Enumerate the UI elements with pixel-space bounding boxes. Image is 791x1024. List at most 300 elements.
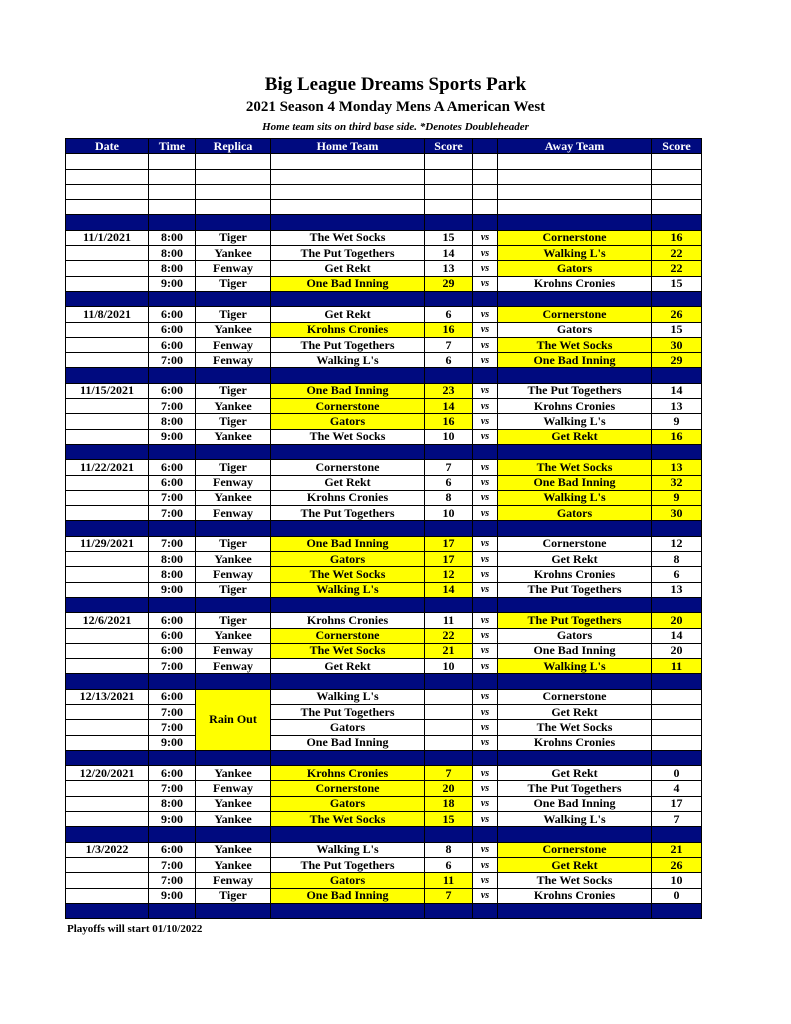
game-time: 6:00 — [149, 766, 196, 781]
game-date — [66, 796, 149, 811]
home-team: Krohns Cronies — [271, 490, 425, 505]
blank-cell — [66, 200, 149, 215]
home-score: 23 — [425, 383, 473, 398]
blank-cell — [425, 215, 473, 230]
blank-cell — [473, 674, 498, 689]
game-replica: Yankee — [196, 399, 271, 414]
blank-cell — [271, 521, 425, 536]
game-replica: Tiger — [196, 460, 271, 475]
game-time: 9:00 — [149, 812, 196, 827]
game-replica: Fenway — [196, 261, 271, 276]
game-time: 6:00 — [149, 689, 196, 704]
blank-cell — [425, 444, 473, 459]
blank-row — [66, 200, 702, 215]
vs-label: vs — [473, 307, 498, 322]
game-replica: Tiger — [196, 582, 271, 597]
away-team: Cornerstone — [498, 689, 652, 704]
blank-cell — [652, 521, 702, 536]
game-time: 8:00 — [149, 552, 196, 567]
game-time: 9:00 — [149, 582, 196, 597]
game-time: 7:00 — [149, 857, 196, 872]
blank-cell — [66, 521, 149, 536]
col-header-home-team: Home Team — [271, 139, 425, 154]
home-team: Walking L's — [271, 842, 425, 857]
blank-cell — [196, 200, 271, 215]
blank-cell — [66, 154, 149, 169]
blank-cell — [473, 184, 498, 199]
home-score: 29 — [425, 276, 473, 291]
home-team: Gators — [271, 552, 425, 567]
blank-cell — [498, 444, 652, 459]
away-team: Cornerstone — [498, 307, 652, 322]
game-replica: Fenway — [196, 643, 271, 658]
game-time: 9:00 — [149, 276, 196, 291]
blank-cell — [66, 674, 149, 689]
blank-row — [66, 154, 702, 169]
away-score — [652, 689, 702, 704]
game-date — [66, 246, 149, 261]
blank-cell — [66, 903, 149, 918]
game-date — [66, 628, 149, 643]
table-row — [66, 720, 702, 735]
blank-cell — [498, 291, 652, 306]
blank-cell — [473, 368, 498, 383]
home-team: Walking L's — [271, 582, 425, 597]
away-team: The Wet Socks — [498, 720, 652, 735]
away-score: 11 — [652, 659, 702, 674]
blank-cell — [66, 444, 149, 459]
vs-label: vs — [473, 842, 498, 857]
blank-cell — [473, 215, 498, 230]
blank-cell — [498, 597, 652, 612]
blank-cell — [271, 903, 425, 918]
game-replica: Fenway — [196, 873, 271, 888]
game-date — [66, 643, 149, 658]
blank-cell — [149, 154, 196, 169]
home-team: The Put Togethers — [271, 246, 425, 261]
table-row — [66, 735, 702, 750]
blank-cell — [196, 827, 271, 842]
footer-note: Playoffs will start 01/10/2022 — [67, 923, 203, 935]
table-row — [66, 399, 702, 414]
blank-cell — [473, 903, 498, 918]
home-team: The Wet Socks — [271, 429, 425, 444]
separator-row — [66, 521, 702, 536]
game-replica: Fenway — [196, 337, 271, 352]
home-score: 6 — [425, 353, 473, 368]
table-row — [66, 230, 702, 245]
game-date — [66, 704, 149, 719]
vs-label: vs — [473, 659, 498, 674]
away-team: Gators — [498, 261, 652, 276]
away-team: The Wet Socks — [498, 337, 652, 352]
separator-row — [66, 903, 702, 918]
away-score: 29 — [652, 353, 702, 368]
blank-cell — [196, 368, 271, 383]
blank-cell — [425, 597, 473, 612]
blank-cell — [425, 827, 473, 842]
away-score: 0 — [652, 766, 702, 781]
home-score: 21 — [425, 643, 473, 658]
vs-label: vs — [473, 246, 498, 261]
game-date — [66, 414, 149, 429]
vs-label: vs — [473, 552, 498, 567]
game-date — [66, 659, 149, 674]
away-score: 14 — [652, 383, 702, 398]
home-team: Cornerstone — [271, 460, 425, 475]
table-row — [66, 536, 702, 551]
home-score: 11 — [425, 873, 473, 888]
game-time: 7:00 — [149, 490, 196, 505]
blank-cell — [66, 184, 149, 199]
blank-cell — [271, 750, 425, 765]
vs-label: vs — [473, 490, 498, 505]
blank-cell — [652, 827, 702, 842]
blank-cell — [271, 444, 425, 459]
game-replica: Fenway — [196, 567, 271, 582]
away-score: 20 — [652, 643, 702, 658]
home-score: 15 — [425, 230, 473, 245]
home-team: The Put Togethers — [271, 704, 425, 719]
game-time: 7:00 — [149, 536, 196, 551]
blank-cell — [271, 368, 425, 383]
blank-cell — [196, 444, 271, 459]
away-team: Gators — [498, 506, 652, 521]
home-score: 14 — [425, 582, 473, 597]
col-header-away-score: Score — [652, 139, 702, 154]
separator-row — [66, 368, 702, 383]
table-row — [66, 414, 702, 429]
col-header-away-team: Away Team — [498, 139, 652, 154]
table-row — [66, 429, 702, 444]
separator-row — [66, 215, 702, 230]
away-score: 30 — [652, 337, 702, 352]
away-score: 22 — [652, 261, 702, 276]
table-row — [66, 307, 702, 322]
blank-cell — [66, 750, 149, 765]
game-replica: Yankee — [196, 766, 271, 781]
page-subtitle: 2021 Season 4 Monday Mens A American West — [245, 99, 546, 115]
home-score: 13 — [425, 261, 473, 276]
home-score: 12 — [425, 567, 473, 582]
blank-cell — [196, 903, 271, 918]
vs-label: vs — [473, 230, 498, 245]
away-team: Krohns Cronies — [498, 888, 652, 903]
table-row — [66, 812, 702, 827]
away-score: 10 — [652, 873, 702, 888]
home-team: The Wet Socks — [271, 230, 425, 245]
home-score — [425, 720, 473, 735]
blank-cell — [498, 154, 652, 169]
home-team: Cornerstone — [271, 781, 425, 796]
table-row — [66, 628, 702, 643]
home-team: The Wet Socks — [271, 567, 425, 582]
home-score — [425, 689, 473, 704]
vs-label: vs — [473, 735, 498, 750]
away-score: 14 — [652, 628, 702, 643]
col-header-replica: Replica — [196, 139, 271, 154]
home-score: 7 — [425, 766, 473, 781]
blank-cell — [498, 184, 652, 199]
away-score: 30 — [652, 506, 702, 521]
vs-label: vs — [473, 613, 498, 628]
blank-cell — [425, 368, 473, 383]
home-team: The Wet Socks — [271, 643, 425, 658]
home-team: Krohns Cronies — [271, 766, 425, 781]
away-team: The Put Togethers — [498, 383, 652, 398]
away-team: One Bad Inning — [498, 353, 652, 368]
game-date — [66, 506, 149, 521]
home-team: The Put Togethers — [271, 857, 425, 872]
home-team: Gators — [271, 720, 425, 735]
table-row — [66, 873, 702, 888]
away-score: 13 — [652, 460, 702, 475]
home-team: One Bad Inning — [271, 888, 425, 903]
blank-row — [66, 169, 702, 184]
away-score: 4 — [652, 781, 702, 796]
game-time: 6:00 — [149, 643, 196, 658]
blank-cell — [652, 169, 702, 184]
game-replica: Yankee — [196, 857, 271, 872]
blank-cell — [271, 597, 425, 612]
away-score: 7 — [652, 812, 702, 827]
blank-cell — [498, 521, 652, 536]
blank-cell — [652, 750, 702, 765]
blank-cell — [149, 215, 196, 230]
home-score: 14 — [425, 399, 473, 414]
blank-cell — [425, 291, 473, 306]
vs-label: vs — [473, 720, 498, 735]
table-row — [66, 857, 702, 872]
blank-cell — [149, 750, 196, 765]
away-team: Get Rekt — [498, 552, 652, 567]
blank-cell — [149, 368, 196, 383]
away-team: The Wet Socks — [498, 460, 652, 475]
vs-label: vs — [473, 781, 498, 796]
blank-cell — [149, 674, 196, 689]
blank-cell — [196, 154, 271, 169]
blank-cell — [652, 184, 702, 199]
home-score — [425, 704, 473, 719]
away-team: Walking L's — [498, 659, 652, 674]
blank-cell — [271, 184, 425, 199]
blank-cell — [498, 169, 652, 184]
schedule-body — [66, 154, 702, 919]
home-score: 6 — [425, 857, 473, 872]
table-row — [66, 276, 702, 291]
table-row — [66, 567, 702, 582]
blank-cell — [271, 200, 425, 215]
home-score: 10 — [425, 659, 473, 674]
game-replica: Yankee — [196, 842, 271, 857]
away-score: 20 — [652, 613, 702, 628]
home-team: Get Rekt — [271, 475, 425, 490]
away-score — [652, 720, 702, 735]
home-score: 10 — [425, 506, 473, 521]
table-row — [66, 613, 702, 628]
separator-row — [66, 444, 702, 459]
game-time: 7:00 — [149, 781, 196, 796]
page-note: Home team sits on third base side. *Denotes Doubleheader — [262, 121, 529, 133]
home-score: 11 — [425, 613, 473, 628]
home-score — [425, 735, 473, 750]
away-team: Krohns Cronies — [498, 735, 652, 750]
table-row — [66, 246, 702, 261]
game-date — [66, 888, 149, 903]
away-team: Walking L's — [498, 246, 652, 261]
home-score: 16 — [425, 322, 473, 337]
away-score: 16 — [652, 230, 702, 245]
game-replica: Tiger — [196, 888, 271, 903]
home-score: 17 — [425, 552, 473, 567]
game-time: 7:00 — [149, 353, 196, 368]
home-score: 17 — [425, 536, 473, 551]
away-team: Get Rekt — [498, 704, 652, 719]
away-team: Walking L's — [498, 812, 652, 827]
blank-cell — [652, 215, 702, 230]
blank-cell — [271, 291, 425, 306]
home-team: One Bad Inning — [271, 536, 425, 551]
blank-cell — [196, 215, 271, 230]
game-replica: Yankee — [196, 429, 271, 444]
game-time: 6:00 — [149, 613, 196, 628]
home-team: Krohns Cronies — [271, 613, 425, 628]
away-team: The Put Togethers — [498, 781, 652, 796]
blank-cell — [473, 291, 498, 306]
away-team: Walking L's — [498, 414, 652, 429]
game-date: 11/29/2021 — [66, 536, 149, 551]
blank-cell — [473, 444, 498, 459]
game-replica: Fenway — [196, 506, 271, 521]
blank-cell — [652, 200, 702, 215]
game-date: 12/20/2021 — [66, 766, 149, 781]
game-date: 1/3/2022 — [66, 842, 149, 857]
game-time: 7:00 — [149, 704, 196, 719]
home-score: 14 — [425, 246, 473, 261]
blank-cell — [498, 674, 652, 689]
game-date — [66, 475, 149, 490]
vs-label: vs — [473, 536, 498, 551]
vs-label: vs — [473, 567, 498, 582]
blank-cell — [425, 521, 473, 536]
home-score: 18 — [425, 796, 473, 811]
game-date — [66, 857, 149, 872]
game-time: 9:00 — [149, 429, 196, 444]
blank-cell — [652, 154, 702, 169]
home-score: 16 — [425, 414, 473, 429]
game-replica: Tiger — [196, 383, 271, 398]
away-team: Krohns Cronies — [498, 399, 652, 414]
game-date — [66, 353, 149, 368]
vs-label: vs — [473, 429, 498, 444]
home-team: Gators — [271, 414, 425, 429]
game-time: 9:00 — [149, 888, 196, 903]
vs-label: vs — [473, 383, 498, 398]
away-team: Get Rekt — [498, 766, 652, 781]
home-team: The Put Togethers — [271, 337, 425, 352]
vs-label: vs — [473, 796, 498, 811]
vs-label: vs — [473, 399, 498, 414]
header-row — [66, 139, 702, 154]
vs-label: vs — [473, 873, 498, 888]
game-time: 8:00 — [149, 261, 196, 276]
game-date — [66, 873, 149, 888]
table-row — [66, 689, 702, 704]
table-row — [66, 888, 702, 903]
home-team: One Bad Inning — [271, 276, 425, 291]
blank-cell — [149, 597, 196, 612]
game-date: 11/22/2021 — [66, 460, 149, 475]
blank-cell — [196, 291, 271, 306]
game-time: 6:00 — [149, 322, 196, 337]
home-team: Walking L's — [271, 353, 425, 368]
game-time: 8:00 — [149, 796, 196, 811]
blank-cell — [498, 200, 652, 215]
blank-cell — [196, 521, 271, 536]
separator-row — [66, 291, 702, 306]
game-replica: Tiger — [196, 414, 271, 429]
game-date: 12/13/2021 — [66, 689, 149, 704]
vs-label: vs — [473, 643, 498, 658]
blank-cell — [498, 368, 652, 383]
vs-label: vs — [473, 276, 498, 291]
home-team: Gators — [271, 873, 425, 888]
blank-cell — [473, 200, 498, 215]
blank-cell — [498, 827, 652, 842]
home-score: 8 — [425, 490, 473, 505]
game-time: 7:00 — [149, 399, 196, 414]
table-row — [66, 383, 702, 398]
game-time: 6:00 — [149, 460, 196, 475]
away-score: 0 — [652, 888, 702, 903]
game-replica: Fenway — [196, 781, 271, 796]
col-header-home-score: Score — [425, 139, 473, 154]
home-team: The Put Togethers — [271, 506, 425, 521]
blank-cell — [473, 169, 498, 184]
table-row — [66, 460, 702, 475]
game-replica: Yankee — [196, 322, 271, 337]
home-team: One Bad Inning — [271, 383, 425, 398]
game-replica: Yankee — [196, 552, 271, 567]
blank-cell — [652, 903, 702, 918]
game-date: 11/1/2021 — [66, 230, 149, 245]
table-row — [66, 766, 702, 781]
blank-cell — [149, 521, 196, 536]
away-score — [652, 735, 702, 750]
blank-cell — [473, 597, 498, 612]
away-team: Krohns Cronies — [498, 276, 652, 291]
game-replica: Fenway — [196, 353, 271, 368]
blank-cell — [66, 169, 149, 184]
game-replica: Tiger — [196, 276, 271, 291]
game-date — [66, 429, 149, 444]
game-time: 8:00 — [149, 246, 196, 261]
blank-cell — [196, 597, 271, 612]
away-score: 13 — [652, 399, 702, 414]
vs-label: vs — [473, 460, 498, 475]
table-row — [66, 582, 702, 597]
table-row — [66, 704, 702, 719]
rain-out-label: Rain Out — [196, 689, 271, 750]
away-score: 6 — [652, 567, 702, 582]
blank-cell — [271, 827, 425, 842]
blank-cell — [196, 184, 271, 199]
home-team: Cornerstone — [271, 628, 425, 643]
home-team: One Bad Inning — [271, 735, 425, 750]
vs-label: vs — [473, 888, 498, 903]
home-score: 7 — [425, 337, 473, 352]
game-date — [66, 552, 149, 567]
